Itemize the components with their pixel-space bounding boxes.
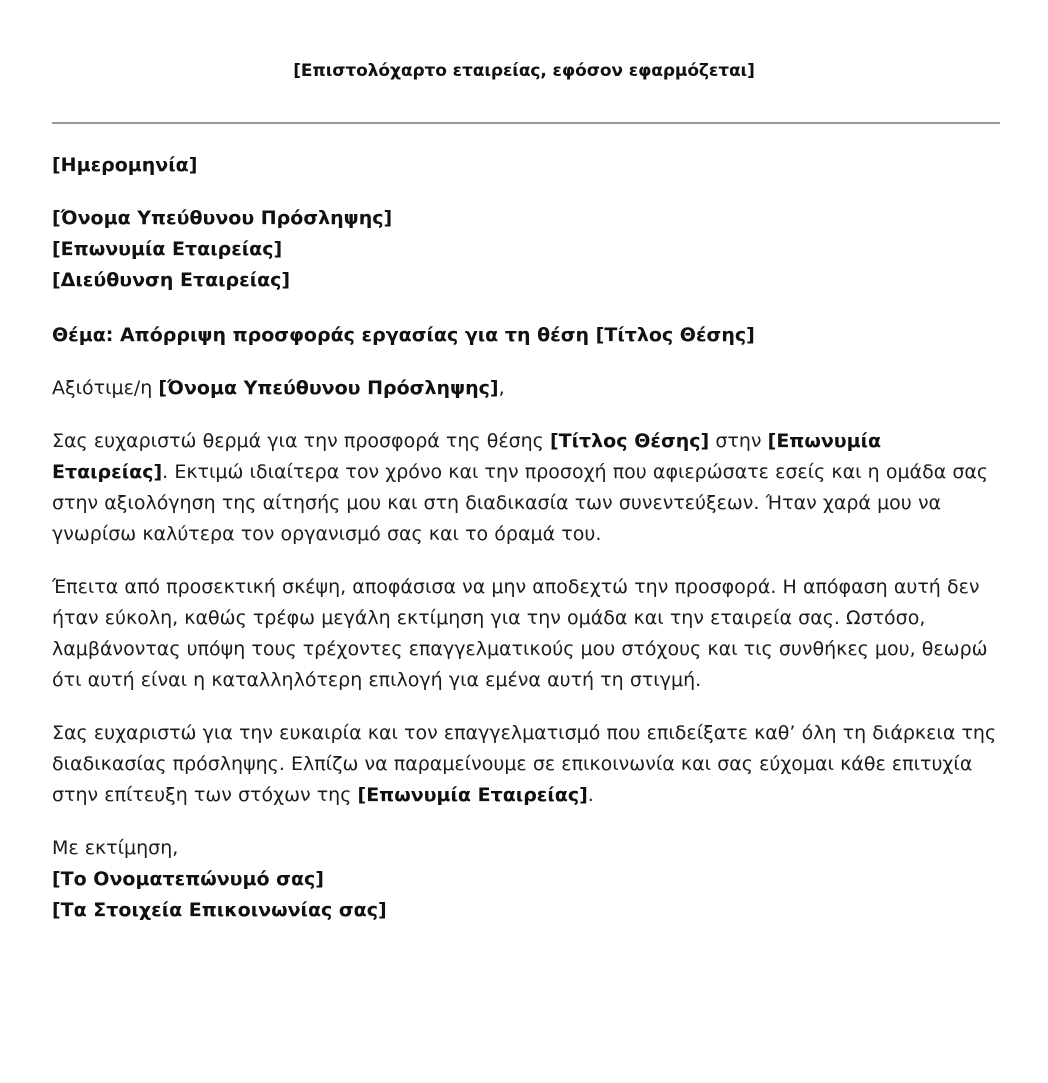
salutation-suffix: , [498, 377, 505, 400]
closing-block [52, 833, 998, 926]
salutation-line [52, 373, 998, 404]
p3-company-placeholder: [Επωνυμία Εταιρείας] [357, 784, 588, 807]
date-block [52, 150, 998, 181]
header-divider [52, 122, 1000, 124]
sender-name-placeholder: [Το Ονοματεπώνυμό σας] [52, 868, 324, 891]
subject-line [52, 320, 998, 351]
paragraph-two: Έπειτα από προσεκτική σκέψη, αποφάσισα να μην αποδεχτώ την προσφορά. Η απόφαση αυτή δεν ήταν εύκολη, καθώς τρέφω μεγάλη εκτίμηση για την ομάδα και την εταιρεία σας. Ωστόσο, λαμβάνοντας υπόψη τους τρέχοντες επαγγελματικούς μου στόχους και τις συνθήκες μου, θεωρώ ότι αυτή είναι η καταλληλότερη επιλογή για εμένα αυτή τη στιγμή. [52, 576, 988, 692]
date-placeholder: [Ημερομηνία] [52, 154, 198, 177]
p1-segment-1: Σας ευχαριστώ θερμά για την προσφορά της θέσης [52, 430, 550, 453]
recipient-name: [Όνομα Υπεύθυνου Πρόσληψης] [52, 207, 393, 230]
p1-company-placeholder: [Επωνυμία Εταιρείας] [52, 430, 882, 484]
p3-segment-1: Σας ευχαριστώ για την ευκαιρία και τον επαγγελματισμό που επιδείξατε καθ’ όλη τη διάρκεια της διαδικασίας πρόσληψης. Ελπίζω να παραμείνουμε σε επικοινωνία και σας εύχομαι κάθε επιτυχία στην επίτευξη των στόχων της [52, 722, 997, 807]
recipient-address-block [52, 203, 998, 296]
p3-segment-2: . [587, 784, 594, 807]
paragraph-one [52, 426, 998, 550]
subject-position-placeholder: [Τίτλος Θέσης] [595, 324, 755, 347]
salutation-name-placeholder: [Όνομα Υπεύθυνου Πρόσληψης] [158, 377, 499, 400]
sender-contact-placeholder: [Τα Στοιχεία Επικοινωνίας σας] [52, 899, 387, 922]
recipient-company: [Επωνυμία Εταιρείας] [52, 238, 283, 261]
salutation-prefix: Αξιότιμε/η [52, 377, 159, 400]
p1-segment-2: στην [709, 430, 768, 453]
letterhead-placeholder: [Επιστολόχαρτο εταιρείας, εφόσον εφαρμόζεται] [293, 61, 755, 81]
p1-position-placeholder: [Τίτλος Θέσης] [549, 430, 710, 453]
subject-prefix: Θέμα: Απόρριψη προσφοράς εργασίας για τη θέση [52, 324, 596, 347]
paragraph-three [52, 718, 998, 811]
p1-segment-3: . Εκτιμώ ιδιαίτερα τον χρόνο και την προσοχή που αφιερώσατε εσείς και η ομάδα σας στην αξιολόγηση της αίτησής μου και στη διαδικασία των συνεντεύξεων. Ήταν χαρά μου να γνωρίσω καλύτερα τον οργανισμό σας και το όραμά του. [52, 461, 989, 546]
sign-off: Με εκτίμηση, [52, 837, 179, 860]
recipient-address: [Διεύθυνση Εταιρείας] [52, 269, 291, 292]
letter-body [0, 150, 1048, 926]
